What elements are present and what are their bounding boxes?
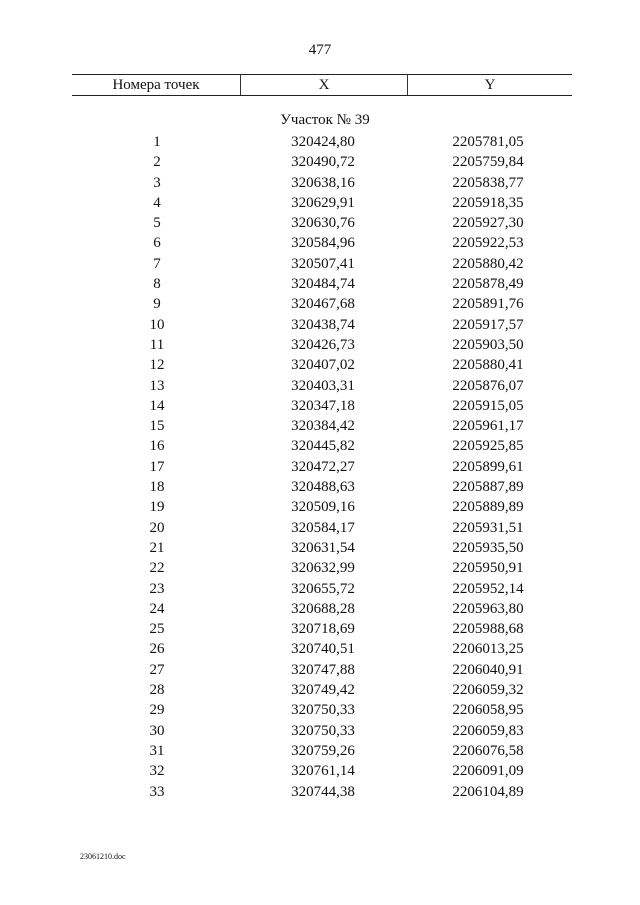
- table-row: [72, 741, 572, 761]
- table-row: [72, 152, 572, 172]
- x-value: 320688,28: [291, 600, 355, 617]
- point-number: 9: [153, 296, 161, 313]
- section-title: Участок № 39: [280, 112, 370, 128]
- table-row: [72, 416, 572, 436]
- y-value: 2206040,91: [452, 661, 524, 678]
- y-value: 2205931,51: [452, 519, 524, 536]
- y-value: 2205988,68: [452, 621, 524, 638]
- table-row: [72, 721, 572, 741]
- x-value: 320584,96: [291, 235, 355, 252]
- y-value: 2205927,30: [452, 215, 524, 232]
- coordinate-table: [72, 132, 572, 802]
- point-number: 23: [149, 580, 165, 597]
- point-number: 25: [149, 621, 165, 638]
- x-value: 320740,51: [291, 641, 355, 658]
- x-value: 320761,14: [291, 763, 355, 780]
- point-number: 22: [149, 560, 165, 577]
- x-value: 320629,91: [291, 194, 355, 211]
- x-value: 320472,27: [291, 458, 355, 475]
- point-number: 15: [149, 418, 165, 435]
- point-number: 20: [149, 519, 165, 536]
- x-value: 320632,99: [291, 560, 355, 577]
- x-value: 320749,42: [291, 682, 355, 699]
- table-row: [72, 477, 572, 497]
- point-number: 18: [149, 479, 165, 496]
- header-y: Y: [484, 77, 496, 93]
- y-value: 2205915,05: [452, 397, 524, 414]
- y-value: 2205950,91: [452, 560, 524, 577]
- x-value: 320445,82: [291, 438, 355, 455]
- y-value: 2206013,25: [452, 641, 524, 658]
- y-value: 2205963,80: [452, 600, 524, 617]
- x-value: 320630,76: [291, 215, 355, 232]
- point-number: 8: [153, 276, 161, 293]
- y-value: 2205887,89: [452, 479, 524, 496]
- x-value: 320718,69: [291, 621, 355, 638]
- x-value: 320631,54: [291, 539, 355, 556]
- table-row: [72, 173, 572, 193]
- x-value: 320744,38: [291, 783, 355, 800]
- x-value: 320403,31: [291, 377, 355, 394]
- y-value: 2205952,14: [452, 580, 524, 597]
- point-number: 29: [149, 702, 165, 719]
- table-row: [72, 680, 572, 700]
- table-row: [72, 274, 572, 294]
- table-row: [72, 396, 572, 416]
- table-row: [72, 619, 572, 639]
- y-value: 2205935,50: [452, 539, 524, 556]
- y-value: 2205781,05: [452, 134, 524, 150]
- y-value: 2205918,35: [452, 194, 524, 211]
- table-row: [72, 660, 572, 680]
- y-value: 2206104,89: [452, 783, 524, 800]
- y-value: 2206059,83: [452, 722, 524, 739]
- table-row: [72, 436, 572, 456]
- table-row: [72, 335, 572, 355]
- table-row: [72, 558, 572, 578]
- y-value: 2205889,89: [452, 499, 524, 516]
- point-number: 32: [149, 763, 165, 780]
- x-value: 320507,41: [291, 255, 355, 272]
- table-row: [72, 355, 572, 375]
- y-value: 2205925,85: [452, 438, 524, 455]
- point-number: 16: [149, 438, 165, 455]
- y-value: 2206076,58: [452, 742, 524, 759]
- point-number: 3: [153, 174, 161, 191]
- page-number: 477: [308, 42, 332, 58]
- table-row: [72, 518, 572, 538]
- table-row: [72, 233, 572, 253]
- x-value: 320750,33: [291, 702, 355, 719]
- x-value: 320438,74: [291, 316, 355, 333]
- x-value: 320347,18: [291, 397, 355, 414]
- table-row: [72, 599, 572, 619]
- point-number: 17: [149, 458, 165, 475]
- y-value: 2205899,61: [452, 458, 524, 475]
- header-point-numbers: Номера точек: [72, 75, 241, 95]
- point-number: 26: [149, 641, 165, 658]
- table-header: [72, 74, 572, 96]
- x-value: 320467,68: [291, 296, 355, 313]
- table-row: [72, 376, 572, 396]
- x-value: 320750,33: [291, 722, 355, 739]
- table-row: [72, 538, 572, 558]
- y-value: 2205876,07: [452, 377, 524, 394]
- point-number: 2: [153, 154, 161, 171]
- table-row: [72, 579, 572, 599]
- point-number: 4: [153, 194, 161, 211]
- point-number: 24: [149, 600, 165, 617]
- x-value: 320384,42: [291, 418, 355, 435]
- y-value: 2205878,49: [452, 276, 524, 293]
- point-number: 30: [149, 722, 165, 739]
- table-row: [72, 213, 572, 233]
- point-number: 13: [149, 377, 165, 394]
- table-row: [72, 497, 572, 517]
- x-value: 320509,16: [291, 499, 355, 516]
- y-value: 2205903,50: [452, 336, 524, 353]
- x-value: 320426,73: [291, 336, 355, 353]
- table-row: [72, 700, 572, 720]
- table-row: [72, 254, 572, 274]
- y-value: 2205838,77: [452, 174, 524, 191]
- point-number: 31: [149, 742, 165, 759]
- table-row: [72, 761, 572, 781]
- table-row: [72, 294, 572, 314]
- x-value: 320484,74: [291, 276, 355, 293]
- x-value: 320747,88: [291, 661, 355, 678]
- x-value: 320638,16: [291, 174, 355, 191]
- point-number: 10: [149, 316, 165, 333]
- table-row: [72, 457, 572, 477]
- y-value: 2205891,76: [452, 296, 524, 313]
- point-number: 33: [149, 783, 165, 800]
- y-value: 2205880,41: [452, 357, 524, 374]
- point-number: 6: [153, 235, 161, 252]
- point-number: 12: [149, 357, 165, 374]
- x-value: 320584,17: [291, 519, 355, 536]
- table-row: [72, 315, 572, 335]
- x-value: 320490,72: [291, 154, 355, 171]
- x-value: 320488,63: [291, 479, 355, 496]
- footer-filename: 23061210.doc: [80, 852, 126, 861]
- y-value: 2205917,57: [452, 316, 524, 333]
- x-value: 320407,02: [291, 357, 355, 374]
- point-number: 14: [149, 397, 165, 414]
- x-value: 320424,80: [291, 134, 355, 150]
- y-value: 2206091,09: [452, 763, 524, 780]
- point-number: 28: [149, 682, 165, 699]
- table-row: [72, 639, 572, 659]
- y-value: 2206058,95: [452, 702, 524, 719]
- point-number: 7: [153, 255, 161, 272]
- y-value: 2205759,84: [452, 154, 524, 171]
- point-number: 19: [149, 499, 165, 516]
- point-number: 5: [153, 215, 161, 232]
- table-row: [72, 193, 572, 213]
- y-value: 2206059,32: [452, 682, 524, 699]
- point-number: 21: [149, 539, 165, 556]
- x-value: 320759,26: [291, 742, 355, 759]
- header-x: X: [241, 75, 408, 95]
- point-number: 1: [153, 134, 161, 150]
- x-value: 320655,72: [291, 580, 355, 597]
- y-value: 2205961,17: [452, 418, 524, 435]
- y-value: 2205922,53: [452, 235, 524, 252]
- y-value: 2205880,42: [452, 255, 524, 272]
- table-row: [72, 132, 572, 152]
- point-number: 27: [149, 661, 165, 678]
- point-number: 11: [149, 336, 165, 353]
- table-row: [72, 782, 572, 802]
